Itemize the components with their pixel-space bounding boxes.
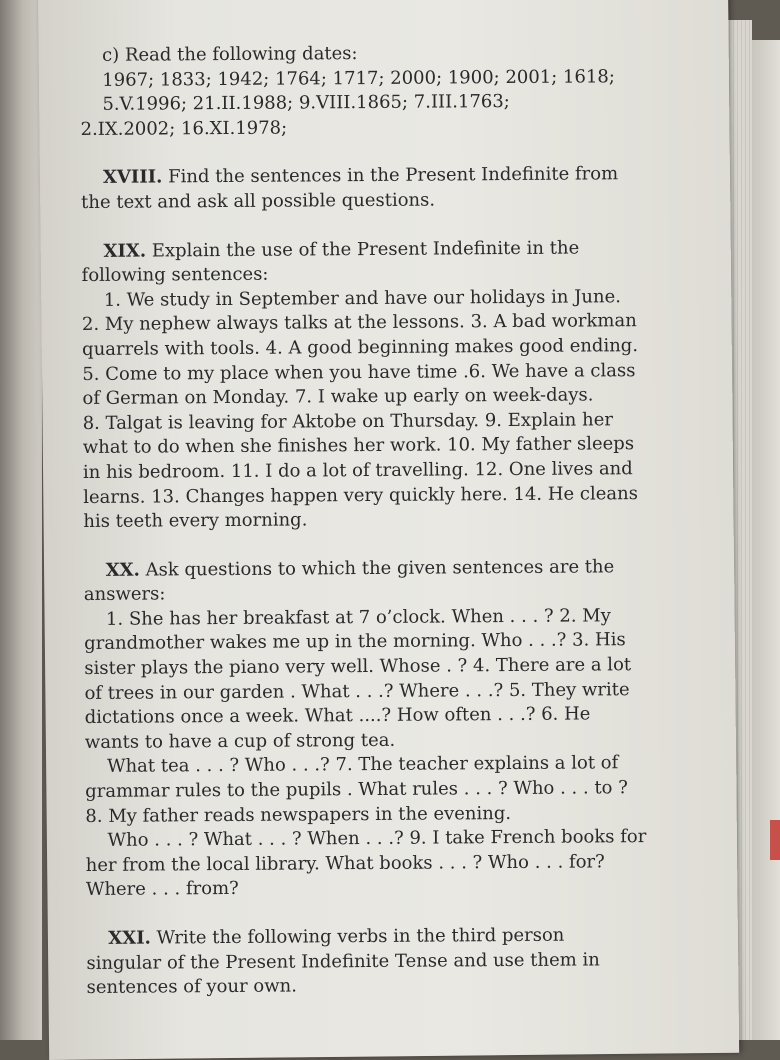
exercise-19-line-8: 8. Talgat is leaving for Aktobe on Thursday. 9. Explain her [82, 409, 614, 434]
exercise-21-number: XXI. [108, 927, 151, 949]
page-text [80, 40, 652, 1025]
exercise-19-line-10: in his bedroom. 11. I do a lot of travelling. 12. One lives and [82, 458, 633, 483]
exercise-20-line-5: sister plays the piano very well. Whose . ? 4. There are a lot [84, 654, 632, 680]
exercise-19-line-3: 1. We study in September and have our holidays in June. [103, 285, 622, 311]
exercise-19-line-2: following sentences: [81, 263, 269, 287]
exercise-20-line-4: grandmother wakes me up in the morning. Who . . .? 3. His [84, 629, 626, 655]
exercise-20-line-10: grammar rules to the pupils . What rules . . . ? Who . . . to ? [85, 777, 628, 803]
exercise-19-line-1: Explain the use of the Present Indefinite in the [151, 237, 580, 262]
exercise-20-line-11: 8. My father reads newspapers in the evening. [85, 802, 512, 827]
exercise-19-first-line [81, 236, 646, 265]
exercise-20-line-14: Where . . . from? [85, 878, 239, 901]
exercise-19 [81, 236, 648, 535]
exercise-20-number: XX. [105, 559, 140, 581]
exercise-19-line-4: 2. My nephew always talks at the lessons. 3. A bad workman [81, 310, 637, 336]
dates-line-2: 5.V.1996; 21.II.1988; 9.VIII.1865; 7.III.1763; [102, 91, 510, 116]
exercise-19-line-9: what to do when she finishes her work. 10. My father sleeps [82, 433, 635, 459]
exercise-20-line-12: Who . . . ? What . . . ? When . . .? 9. I take French books for [107, 826, 647, 852]
exercise-19-line-6: 5. Come to my place when you have time .6. We have a class [82, 359, 636, 385]
exercise-20-line-3: 1. She has her breakfast at 7 o’clock. When . . . ? 2. My [105, 605, 611, 630]
exercise-20-line-13: her from the local library. What books . . . ? Who . . . for? [85, 851, 605, 876]
exercise-19-line-12: his teeth every morning. [83, 509, 308, 533]
exercise-20-line-6: of trees in our garden . What . . .? Where . . .? 5. They write [84, 678, 630, 704]
section-c [80, 40, 646, 142]
exercise-18-first-line [81, 162, 646, 191]
exercise-20-line-8: wants to have a cup of strong tea. [84, 729, 396, 753]
exercise-18-line-1: Find the sentences in the Present Indefinite from [168, 163, 619, 188]
left-page-edge [0, 0, 42, 1040]
exercise-20-first-line [84, 555, 649, 584]
exercise-19-line-7: of German on Monday. 7. I wake up early on week-days. [82, 384, 594, 410]
dates-line-3: 2.IX.2002; 16.XI.1978; [80, 117, 288, 140]
exercise-20 [84, 555, 651, 903]
exercise-18-number: XVIII. [102, 166, 163, 189]
exercise-20-line-2: answers: [83, 583, 166, 606]
exercise-20-line-1: Ask questions to which the given sentences are the [145, 555, 615, 581]
exercise-18-line-2: the text and ask all possible questions. [81, 189, 436, 213]
exercise-20-line-7: dictations once a week. What ....? How often . . .? 6. He [84, 703, 591, 729]
exercise-20-line-9: What tea . . . ? Who . . .? 7. The teacher explains a lot of [106, 752, 619, 778]
exercise-21-line-3: sentences of your own. [86, 975, 298, 999]
exercise-21-line-2: singular of the Present Indefinite Tense and use them in [86, 948, 600, 974]
exercise-18 [81, 162, 646, 215]
book-cover [750, 40, 780, 1040]
exercise-21 [86, 923, 652, 1001]
exercise-21-line-1: Write the following verbs in the third person [156, 924, 565, 949]
section-c-heading: c) Read the following dates: [102, 43, 358, 66]
red-bookmark-tab [770, 820, 780, 860]
dates-line-1: 1967; 1833; 1942; 1764; 1717; 2000; 1900; 2001; 1618; [102, 65, 615, 91]
exercise-19-number: XIX. [103, 240, 147, 262]
exercise-19-line-5: quarrels with tools. 4. A good beginning makes good ending. [82, 335, 639, 360]
exercise-19-line-11: learns. 13. Changes happen very quickly here. 14. He cleans [83, 482, 638, 508]
